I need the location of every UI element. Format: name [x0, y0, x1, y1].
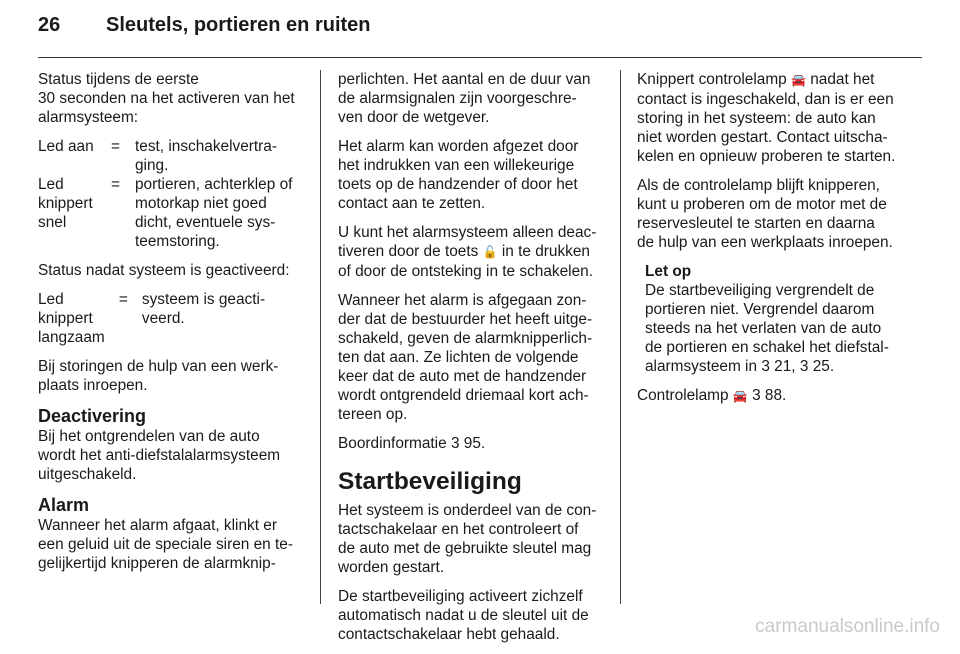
- startbeveiliging-heading: Startbeveiliging: [338, 468, 522, 495]
- alarm-heading: Alarm: [38, 495, 90, 515]
- table-row: Led knippert snel = portieren, achterklep of motorkap niet goed dicht, eventuele sys- teemstoring.: [38, 176, 293, 250]
- column-1: [38, 70, 306, 583]
- column-divider: [320, 70, 321, 604]
- page-number: 26: [38, 14, 61, 36]
- page-header: [38, 14, 371, 37]
- boordinformatie-ref: Boordinformatie 3 95.: [338, 435, 486, 452]
- unlock-icon: 🔓: [482, 245, 498, 259]
- alarm-paragraph: Wanneer het alarm afgaat, klinkt er een geluid uit de speciale siren en te- gelijkertijd knipperen de alarmknip-: [38, 517, 293, 572]
- column-3: [637, 70, 905, 416]
- paragraph: U kunt het alarmsysteem alleen deac- tiveren door de toets 🔓 in te drukken of door de ontsteking in te schakelen.: [338, 224, 597, 280]
- armed-table: [38, 290, 306, 347]
- watermark: carmanualsonline.info: [755, 616, 940, 637]
- paragraph: perlichten. Het aantal en de duur van de alarmsignalen zijn voorgeschre- ven door de wetgever.: [338, 71, 591, 126]
- paragraph: Het systeem is onderdeel van de con- tactschakelaar en het controleert of de auto met de gebruikte sleutel mag worden gestart.: [338, 502, 597, 576]
- fault-paragraph: Bij storingen de hulp van een werk- plaats inroepen.: [38, 358, 279, 394]
- column-divider: [620, 70, 621, 604]
- deactivering-heading: Deactivering: [38, 406, 147, 426]
- intro-paragraph: Status tijdens de eerste 30 seconden na het activeren van het alarmsysteem:: [38, 71, 295, 126]
- page-ref-icon: 3: [450, 435, 460, 452]
- immobilizer-icon: 🚘: [732, 389, 748, 403]
- immobilizer-icon: 🚘: [791, 73, 806, 87]
- column-2: [338, 70, 606, 654]
- deactivering-paragraph: Bij het ontgrendelen van de auto wordt het anti-diefstalalarmsysteem uitgeschakeld.: [38, 428, 281, 483]
- paragraph: De startbeveiliging activeert zichzelf automatisch nadat u de sleutel uit de contactschakelaar hebt gehaald.: [338, 588, 589, 643]
- note-title: Let op: [645, 263, 692, 280]
- table-row: Led knippert langzaam = systeem is geacti- veerd.: [38, 291, 266, 346]
- page-title: Sleutels, portieren en ruiten: [106, 14, 371, 36]
- page-ref-icon: 3: [761, 358, 770, 375]
- header-rule: [38, 57, 922, 58]
- paragraph: Het alarm kan worden afgezet door het indrukken van een willekeurige toets op de handzender of door het contact aan te zetten.: [338, 138, 579, 212]
- paragraph: Knippert controlelamp 🚘 nadat het contact is ingeschakeld, dan is er een storing in het systeem: de auto kan niet worden gestart. Contact uitscha- kelen en opnieuw proberen te starten.: [637, 71, 896, 165]
- page-ref-icon: 3: [752, 387, 761, 404]
- page-ref-icon: 3: [799, 358, 809, 375]
- controlelamp-ref: Controlelamp 🚘 3 88.: [637, 387, 787, 404]
- armed-label: Status nadat systeem is geactiveerd:: [38, 262, 290, 279]
- table-row: Led aan = test, inschakelvertra- ging.: [38, 138, 277, 174]
- paragraph: Als de controlelamp blijft knipperen, kunt u proberen om de motor met de reservesleutel te starten en daarna de hulp van een werkplaats inroepen.: [637, 177, 893, 251]
- paragraph: Wanneer het alarm is afgegaan zon- der dat de bestuurder het heeft uitge- schakeld, geven de alarmknipperlich- ten dat aan. Ze lichten de volgende keer dat de auto met de handzender wordt ontgrendeld driemaal kort ach- tereen op.: [338, 292, 593, 423]
- note-box: Let op De startbeveiliging vergrendelt de portieren niet. Vergrendel daarom steeds na het verlaten van de auto de portieren en schakel het diefstal- alarmsysteem in 3 21, 3 25.: [645, 263, 889, 375]
- status-table: [38, 137, 306, 251]
